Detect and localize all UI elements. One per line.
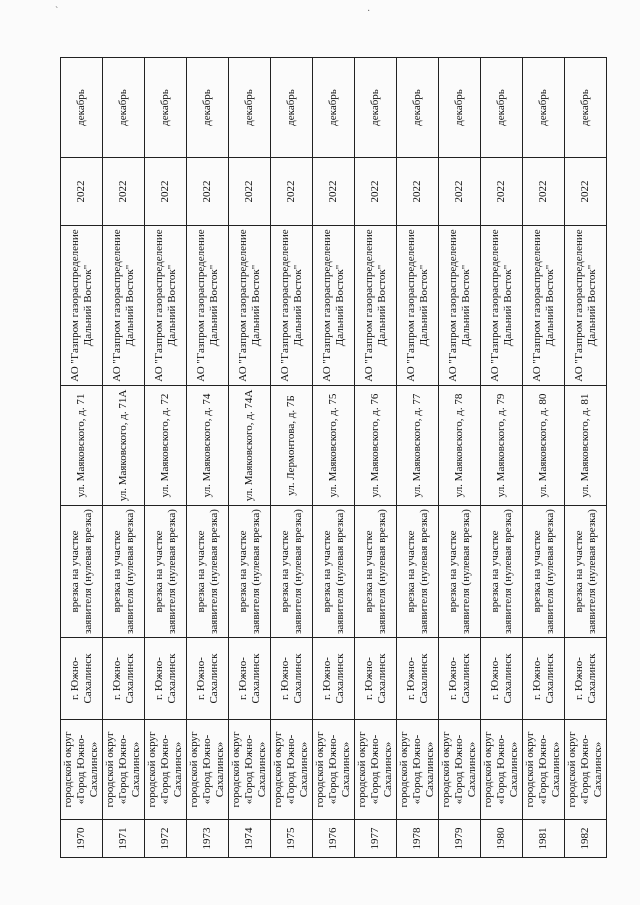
locality-cell: г. Южно-Сахалинск <box>565 638 607 720</box>
gas-connection-table <box>60 57 607 858</box>
organization-cell: АО "Газпром газораспределение Дальний Восток" <box>355 226 397 386</box>
district-cell: городской округ «Город Южно-Сахалинск» <box>565 720 607 820</box>
table-row <box>397 58 439 858</box>
address-cell: ул. Маяковского, д. 80 <box>523 386 565 506</box>
address-cell: ул. Маяковского, д. 71 <box>61 386 103 506</box>
address-cell: ул. Маяковского, д. 75 <box>313 386 355 506</box>
year-cell: 2022 <box>565 158 607 226</box>
work-type-cell: врезка на участке заявителя (нулевая врезка) <box>481 506 523 638</box>
address-cell: ул. Маяковского, д. 79 <box>481 386 523 506</box>
month-cell: декабрь <box>439 58 481 158</box>
address-cell: ул. Лермонтова, д. 7Б <box>271 386 313 506</box>
table-row <box>439 58 481 858</box>
address-cell: ул. Маяковского, д. 72 <box>145 386 187 506</box>
work-type-cell: врезка на участке заявителя (нулевая врезка) <box>439 506 481 638</box>
organization-cell: АО "Газпром газораспределение Дальний Восток" <box>397 226 439 386</box>
month-cell: декабрь <box>481 58 523 158</box>
year-cell: 2022 <box>397 158 439 226</box>
locality-cell: г. Южно-Сахалинск <box>271 638 313 720</box>
month-cell: декабрь <box>229 58 271 158</box>
row-number: 1977 <box>355 820 397 858</box>
district-cell: городской округ «Город Южно-Сахалинск» <box>523 720 565 820</box>
address-cell: ул. Маяковского, д. 74 <box>187 386 229 506</box>
month-cell: декабрь <box>145 58 187 158</box>
month-cell: декабрь <box>313 58 355 158</box>
year-cell: 2022 <box>355 158 397 226</box>
table-row <box>145 58 187 858</box>
district-cell: городской округ «Город Южно-Сахалинск» <box>61 720 103 820</box>
month-cell: декабрь <box>103 58 145 158</box>
district-cell: городской округ «Город Южно-Сахалинск» <box>229 720 271 820</box>
row-number: 1971 <box>103 820 145 858</box>
organization-cell: АО "Газпром газораспределение Дальний Восток" <box>187 226 229 386</box>
district-cell: городской округ «Город Южно-Сахалинск» <box>313 720 355 820</box>
locality-cell: г. Южно-Сахалинск <box>145 638 187 720</box>
district-cell: городской округ «Город Южно-Сахалинск» <box>103 720 145 820</box>
locality-cell: г. Южно-Сахалинск <box>187 638 229 720</box>
year-cell: 2022 <box>481 158 523 226</box>
row-number: 1974 <box>229 820 271 858</box>
year-cell: 2022 <box>439 158 481 226</box>
work-type-cell: врезка на участке заявителя (нулевая врезка) <box>229 506 271 638</box>
address-cell: ул. Маяковского, д. 78 <box>439 386 481 506</box>
organization-cell: АО "Газпром газораспределение Дальний Восток" <box>439 226 481 386</box>
month-cell: декабрь <box>565 58 607 158</box>
address-cell: ул. Маяковского, д. 74А <box>229 386 271 506</box>
row-number: 1972 <box>145 820 187 858</box>
work-type-cell: врезка на участке заявителя (нулевая врезка) <box>397 506 439 638</box>
organization-cell: АО "Газпром газораспределение Дальний Восток" <box>313 226 355 386</box>
district-cell: городской округ «Город Южно-Сахалинск» <box>271 720 313 820</box>
table-row <box>229 58 271 858</box>
organization-cell: АО "Газпром газораспределение Дальний Восток" <box>145 226 187 386</box>
district-cell: городской округ «Город Южно-Сахалинск» <box>439 720 481 820</box>
table-row <box>271 58 313 858</box>
table-row <box>565 58 607 858</box>
month-cell: декабрь <box>271 58 313 158</box>
work-type-cell: врезка на участке заявителя (нулевая врезка) <box>355 506 397 638</box>
district-cell: городской округ «Город Южно-Сахалинск» <box>187 720 229 820</box>
row-number: 1979 <box>439 820 481 858</box>
locality-cell: г. Южно-Сахалинск <box>355 638 397 720</box>
organization-cell: АО "Газпром газораспределение Дальний Восток" <box>565 226 607 386</box>
table-row <box>313 58 355 858</box>
table-row <box>187 58 229 858</box>
table-row <box>355 58 397 858</box>
table-row <box>103 58 145 858</box>
work-type-cell: врезка на участке заявителя (нулевая врезка) <box>565 506 607 638</box>
year-cell: 2022 <box>271 158 313 226</box>
address-cell: ул. Маяковского, д. 81 <box>565 386 607 506</box>
year-cell: 2022 <box>313 158 355 226</box>
year-cell: 2022 <box>145 158 187 226</box>
locality-cell: г. Южно-Сахалинск <box>229 638 271 720</box>
month-cell: декабрь <box>355 58 397 158</box>
year-cell: 2022 <box>523 158 565 226</box>
work-type-cell: врезка на участке заявителя (нулевая врезка) <box>145 506 187 638</box>
locality-cell: г. Южно-Сахалинск <box>397 638 439 720</box>
row-number: 1981 <box>523 820 565 858</box>
locality-cell: г. Южно-Сахалинск <box>313 638 355 720</box>
scan-mark: · <box>367 6 371 17</box>
month-cell: декабрь <box>187 58 229 158</box>
organization-cell: АО "Газпром газораспределение Дальний Восток" <box>61 226 103 386</box>
district-cell: городской округ «Город Южно-Сахалинск» <box>397 720 439 820</box>
address-cell: ул. Маяковского, д. 76 <box>355 386 397 506</box>
table-row <box>523 58 565 858</box>
district-cell: городской округ «Город Южно-Сахалинск» <box>481 720 523 820</box>
organization-cell: АО "Газпром газораспределение Дальний Восток" <box>271 226 313 386</box>
table-row <box>481 58 523 858</box>
month-cell: декабрь <box>61 58 103 158</box>
organization-cell: АО "Газпром газораспределение Дальний Восток" <box>229 226 271 386</box>
row-number: 1970 <box>61 820 103 858</box>
district-cell: городской округ «Город Южно-Сахалинск» <box>355 720 397 820</box>
row-number: 1975 <box>271 820 313 858</box>
work-type-cell: врезка на участке заявителя (нулевая врезка) <box>523 506 565 638</box>
row-number: 1982 <box>565 820 607 858</box>
row-number: 1978 <box>397 820 439 858</box>
address-cell: ул. Маяковского, д. 71А <box>103 386 145 506</box>
table-row <box>61 58 103 858</box>
work-type-cell: врезка на участке заявителя (нулевая врезка) <box>271 506 313 638</box>
row-number: 1976 <box>313 820 355 858</box>
month-cell: декабрь <box>523 58 565 158</box>
year-cell: 2022 <box>103 158 145 226</box>
locality-cell: г. Южно-Сахалинск <box>103 638 145 720</box>
work-type-cell: врезка на участке заявителя (нулевая врезка) <box>103 506 145 638</box>
work-type-cell: врезка на участке заявителя (нулевая врезка) <box>61 506 103 638</box>
year-cell: 2022 <box>229 158 271 226</box>
locality-cell: г. Южно-Сахалинск <box>61 638 103 720</box>
scan-mark: ` <box>55 6 59 17</box>
locality-cell: г. Южно-Сахалинск <box>523 638 565 720</box>
work-type-cell: врезка на участке заявителя (нулевая врезка) <box>313 506 355 638</box>
organization-cell: АО "Газпром газораспределение Дальний Восток" <box>103 226 145 386</box>
locality-cell: г. Южно-Сахалинск <box>481 638 523 720</box>
district-cell: городской округ «Город Южно-Сахалинск» <box>145 720 187 820</box>
address-cell: ул. Маяковского, д. 77 <box>397 386 439 506</box>
row-number: 1973 <box>187 820 229 858</box>
rotated-table-container <box>60 58 604 858</box>
organization-cell: АО "Газпром газораспределение Дальний Восток" <box>481 226 523 386</box>
locality-cell: г. Южно-Сахалинск <box>439 638 481 720</box>
work-type-cell: врезка на участке заявителя (нулевая врезка) <box>187 506 229 638</box>
year-cell: 2022 <box>61 158 103 226</box>
row-number: 1980 <box>481 820 523 858</box>
month-cell: декабрь <box>397 58 439 158</box>
year-cell: 2022 <box>187 158 229 226</box>
organization-cell: АО "Газпром газораспределение Дальний Восток" <box>523 226 565 386</box>
